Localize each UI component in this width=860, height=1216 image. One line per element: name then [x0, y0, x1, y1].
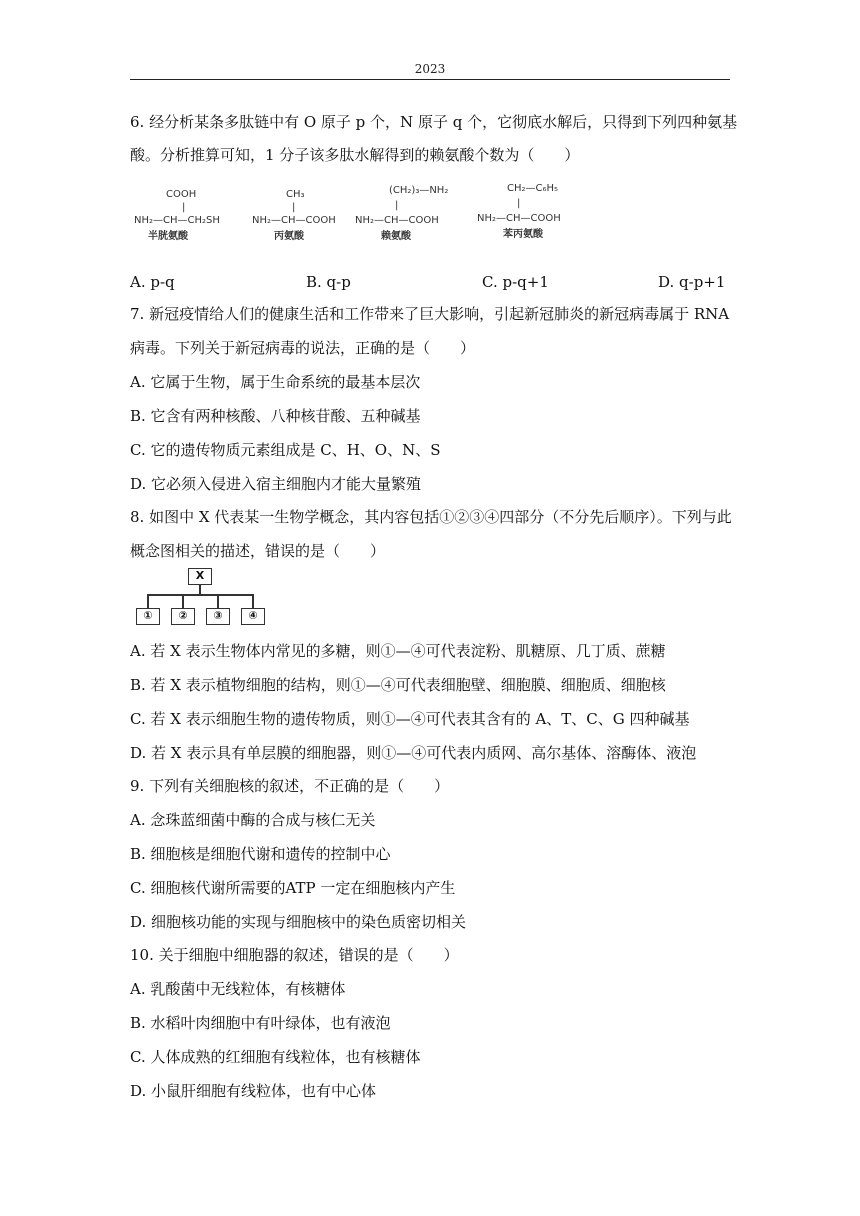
- q8-stem-line1: 8. 如图中 X 代表某一生物学概念，其内容包括①②③④四部分（不分先后顺序）。下列与此: [130, 508, 732, 526]
- phenylalanine-label: 苯丙氨酸: [503, 229, 543, 240]
- phenylalanine-side-chain: CH₂—C₆H₅: [507, 183, 559, 194]
- q7-option-a: A. 它属于生物，属于生命系统的最基本层次: [130, 373, 421, 391]
- amino-acid-cysteine: COOH | NH₂—CH—CH₂SH 半胱氨酸: [134, 189, 220, 242]
- amino-acid-lysine: (CH₂)₃—NH₂ | NH₂—CH—COOH 赖氨酸: [355, 185, 449, 242]
- lysine-label: 赖氨酸: [381, 231, 411, 242]
- q9-stem-line1: 9. 下列有关细胞核的叙述，不正确的是（ ）: [130, 777, 450, 795]
- q6-option-c: C. p-q+1: [482, 273, 549, 291]
- q8-option-c: C. 若 X 表示细胞生物的遗传物质，则①—④可代表其含有的 A、T、C、G 四种碱基: [130, 710, 690, 728]
- q9-option-c: C. 细胞核代谢所需要的ATP 一定在细胞核内产生: [130, 879, 456, 897]
- q9-option-a: A. 念珠蓝细菌中酶的合成与核仁无关: [130, 811, 376, 829]
- q9-option-d: D. 细胞核功能的实现与细胞核中的染色质密切相关: [130, 913, 467, 931]
- q7-option-c: C. 它的遗传物质元素组成是 C、H、O、N、S: [130, 441, 441, 459]
- q7-option-b: B. 它含有两种核酸、八种核苷酸、五种碱基: [130, 407, 421, 425]
- q6-stem-line2: 酸。分析推算可知，1 分子该多肽水解得到的赖氨酸个数为（ ）: [130, 146, 580, 164]
- page-header-year: 2023: [414, 62, 446, 76]
- q10-option-b: B. 水稻叶肉细胞中有叶绿体，也有液泡: [130, 1014, 391, 1032]
- concept-child-4: ④: [241, 608, 265, 625]
- alanine-main-chain: NH₂—CH—COOH: [252, 215, 336, 226]
- concept-child-2: ②: [171, 608, 195, 625]
- q6-option-b: B. q-p: [306, 273, 351, 291]
- lysine-main-chain: NH₂—CH—COOH: [355, 215, 439, 226]
- q10-option-a: A. 乳酸菌中无线粒体，有核糖体: [130, 980, 346, 998]
- alanine-label: 丙氨酸: [274, 231, 304, 242]
- q7-stem-line2: 病毒。下列关于新冠病毒的说法，正确的是（ ）: [130, 339, 476, 357]
- q7-option-d: D. 它必须入侵进入宿主细胞内才能大量繁殖: [130, 475, 422, 493]
- q9-option-b: B. 细胞核是细胞代谢和遗传的控制中心: [130, 845, 391, 863]
- concept-child-3: ③: [206, 608, 230, 625]
- q8-option-b: B. 若 X 表示植物细胞的结构，则①—④可代表细胞壁、细胞膜、细胞质、细胞核: [130, 676, 666, 694]
- q6-option-a: A. p-q: [130, 273, 175, 291]
- q10-stem-line1: 10. 关于细胞中细胞器的叙述，错误的是（ ）: [130, 946, 459, 964]
- q8-option-d: D. 若 X 表示具有单层膜的细胞器，则①—④可代表内质网、高尔基体、溶酶体、液泡: [130, 744, 697, 762]
- amino-acid-alanine: CH₃ | NH₂—CH—COOH 丙氨酸: [252, 189, 336, 242]
- concept-root-x: X: [188, 568, 212, 585]
- q8-option-a: A. 若 X 表示生物体内常见的多糖，则①—④可代表淀粉、肌糖原、几丁质、蔗糖: [130, 642, 666, 660]
- q10-option-d: D. 小鼠肝细胞有线粒体，也有中心体: [130, 1082, 377, 1100]
- concept-child-1: ①: [136, 608, 160, 625]
- q6-stem-line1: 6. 经分析某条多肽链中有 O 原子 p 个，N 原子 q 个，它彻底水解后，只得到下列四种氨基: [130, 113, 738, 131]
- header-rule: [130, 79, 730, 80]
- q7-stem-line1: 7. 新冠疫情给人们的健康生活和工作带来了巨大影响，引起新冠肺炎的新冠病毒属于 RNA: [130, 305, 730, 323]
- alanine-side-chain: CH₃: [286, 189, 305, 200]
- q6-option-d: D. q-p+1: [658, 273, 726, 291]
- q8-stem-line2: 概念图相关的描述，错误的是（ ）: [130, 542, 386, 560]
- cysteine-side-chain: COOH: [166, 189, 197, 200]
- concept-bar: [147, 594, 253, 596]
- amino-acid-phenylalanine: CH₂—C₆H₅ | NH₂—CH—COOH 苯丙氨酸: [477, 183, 561, 240]
- phenylalanine-main-chain: NH₂—CH—COOH: [477, 213, 561, 224]
- concept-connector: [199, 585, 201, 594]
- q10-option-c: C. 人体成熟的红细胞有线粒体，也有核糖体: [130, 1048, 421, 1066]
- cysteine-main-chain: NH₂—CH—CH₂SH: [134, 215, 220, 226]
- lysine-side-chain: (CH₂)₃—NH₂: [389, 185, 449, 196]
- cysteine-label: 半胱氨酸: [148, 231, 188, 242]
